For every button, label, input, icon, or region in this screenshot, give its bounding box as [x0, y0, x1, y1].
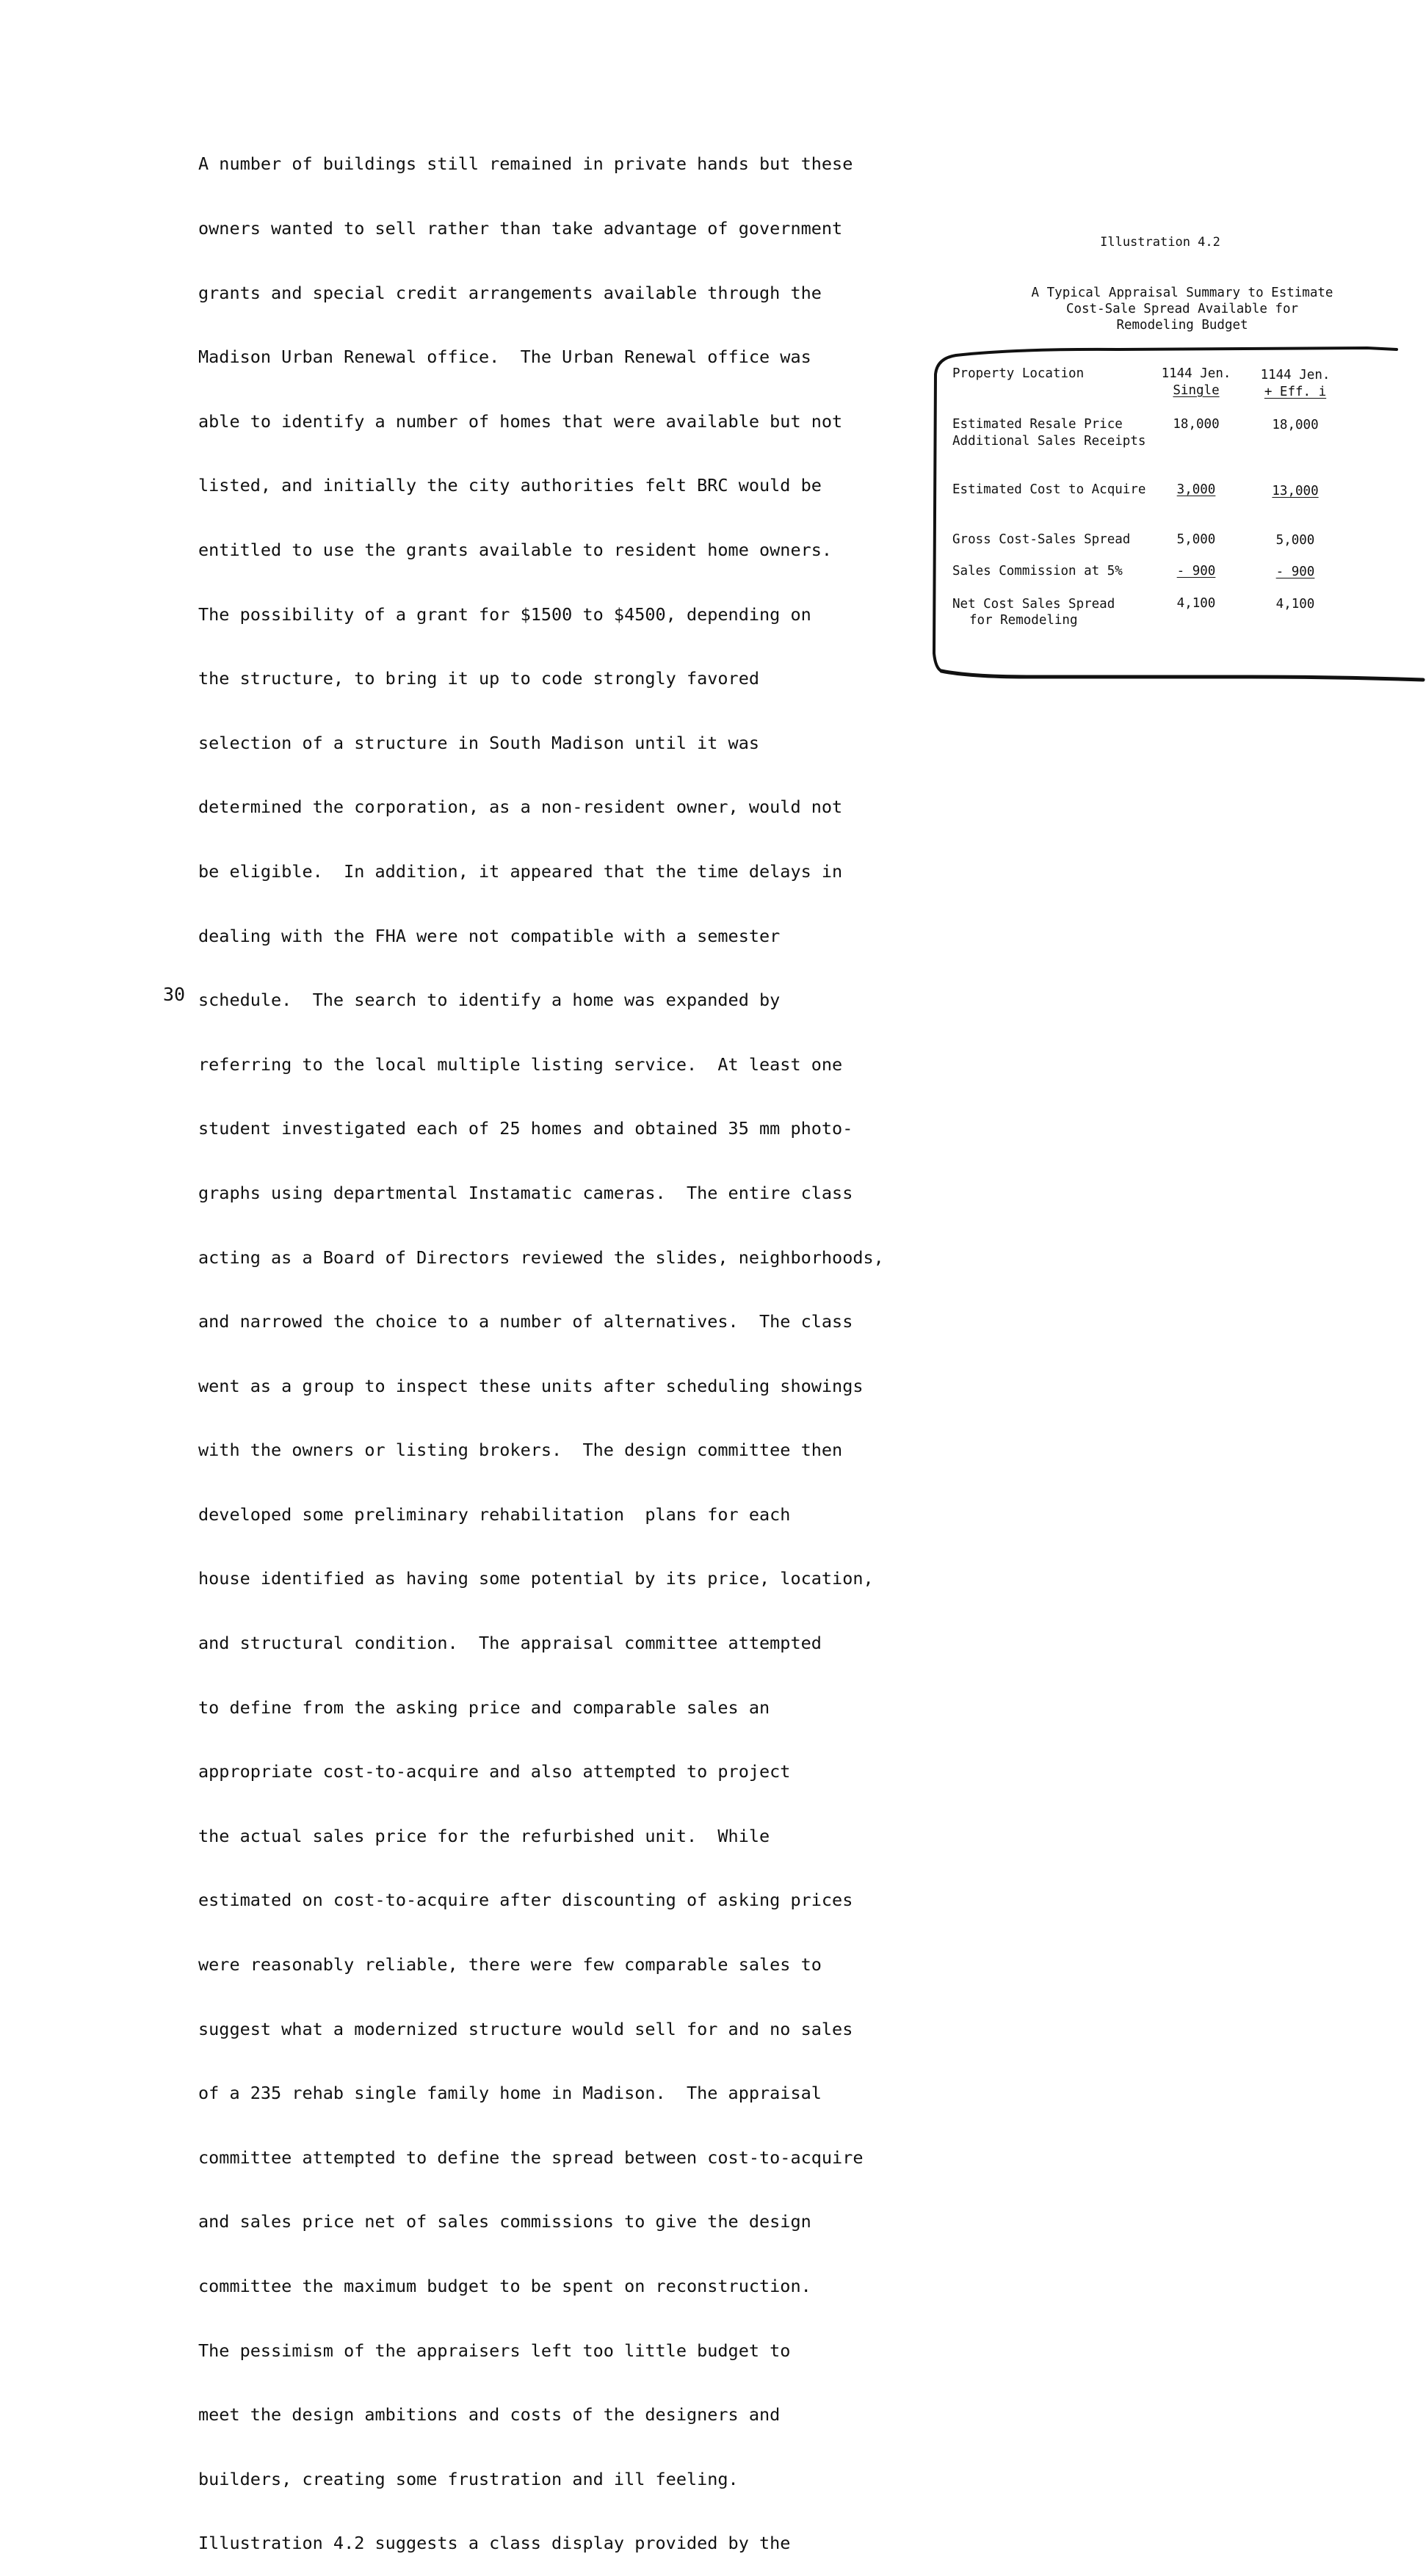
body-line: grants and special credit arrangements available through the	[198, 282, 822, 303]
caption-line: Cost-Sale Spread Available for	[1065, 302, 1299, 316]
body-line: referring to the local multiple listing service. At least one	[198, 1053, 843, 1075]
net-label-line2: for Remodeling	[969, 613, 1078, 628]
body-line: dealing with the FHA were not compatible with a semester	[198, 925, 781, 946]
body-line: acting as a Board of Directors reviewed the slides, neighborhoods,	[198, 1247, 884, 1268]
body-line: and structural condition. The appraisal committee attempted	[198, 1633, 822, 1654]
page-number: 30	[163, 984, 186, 1005]
body-line: were reasonably reliable, there were few comparable sales to	[198, 1954, 822, 1975]
additional-receipts-label: Additional Sales Receipts	[952, 434, 1146, 449]
body-line: Madison Urban Renewal office. The Urban Renewal office was	[198, 347, 811, 368]
body-line: schedule. The search to identify a home was expanded by	[198, 990, 781, 1011]
net-label: Net Cost Sales Spread	[952, 597, 1115, 612]
body-line: The pessimism of the appraisers left too little budget to	[198, 2340, 791, 2361]
gross-col1: 5,000	[1176, 532, 1216, 547]
body-line: house identified as having some potential by its price, location,	[198, 1568, 874, 1589]
body-line: listed, and initially the city authorities felt BRC would be	[198, 475, 822, 496]
body-line: student investigated each of 25 homes and obtained 35 mm photo-	[198, 1118, 853, 1139]
header-property-location: Property Location	[952, 366, 1085, 381]
body-line: able to identify a number of homes that were available but not	[198, 410, 843, 432]
body-line: selection of a structure in South Madison until it was	[198, 732, 760, 753]
resale-label: Estimated Resale Price	[952, 417, 1123, 432]
body-line: The possibility of a grant for $1500 to $4500, depending on	[198, 603, 811, 625]
body-line: meet the design ambitions and costs of the designers and	[198, 2404, 781, 2426]
body-line: committee the maximum budget to be spent on reconstruction.	[198, 2276, 811, 2296]
illustration-caption	[955, 285, 1410, 333]
body-line: determined the corporation, as a non-resident owner, would not	[198, 797, 843, 818]
body-line: be eligible. In addition, it appeared that the time delays in	[198, 860, 843, 882]
body-line: the structure, to bring it up to code strongly favored	[198, 668, 760, 689]
illustration-label: Illustration 4.2	[1100, 235, 1220, 250]
body-line: and narrowed the choice to a number of alternatives. The class	[198, 1311, 853, 1332]
body-line: estimated on cost-to-acquire after discounting of asking prices	[198, 1890, 853, 1911]
body-line: appropriate cost-to-acquire and also attempted to project	[198, 1761, 791, 1782]
caption-line: Remodeling Budget	[1116, 318, 1248, 333]
body-line: of a 235 rehab single family home in Madison. The appraisal	[198, 2083, 822, 2104]
body-line: developed some preliminary rehabilitation plans for each	[198, 1503, 791, 1525]
body-line: Illustration 4.2 suggests a class display provided by the	[198, 2533, 791, 2554]
body-line: owners wanted to sell rather than take advantage of government	[198, 218, 843, 239]
body-line: A number of buildings still remained in private hands but these	[198, 153, 853, 175]
resale-col1: 18,000	[1173, 417, 1220, 432]
net-col1: 4,100	[1176, 596, 1216, 611]
body-line: the actual sales price for the refurbished unit. While	[198, 1825, 770, 1846]
body-line: graphs using departmental Instamatic cameras. The entire class	[198, 1182, 853, 1203]
header-col2-sub: + Eff. i	[1264, 385, 1327, 399]
acquire-label: Estimated Cost to Acquire	[952, 482, 1146, 497]
body-text	[198, 111, 925, 2576]
body-line: and sales price net of sales commissions to give the design	[198, 2211, 811, 2232]
acquire-col1: 3,000	[1176, 482, 1216, 497]
commission-col1: - 900	[1176, 564, 1216, 578]
header-col2: 1144 Jen.	[1260, 368, 1331, 382]
body-line: with the owners or listing brokers. The design committee then	[198, 1440, 843, 1461]
body-line: builders, creating some frustration and ill feeling.	[198, 2468, 739, 2489]
commission-col2: - 900	[1275, 565, 1315, 579]
gross-label: Gross Cost-Sales Spread	[952, 532, 1131, 547]
body-line: entitled to use the grants available to resident home owners.	[198, 539, 833, 560]
resale-col2: 18,000	[1272, 418, 1319, 432]
caption-line: A Typical Appraisal Summary to Estimate	[1031, 286, 1333, 300]
header-col1: 1144 Jen.	[1161, 366, 1231, 381]
body-line: to define from the asking price and comparable sales an	[198, 1697, 770, 1718]
gross-col2: 5,000	[1275, 533, 1315, 548]
appraisal-summary-box	[927, 345, 1426, 690]
body-line: committee attempted to define the spread between cost-to-acquire	[198, 2147, 864, 2168]
acquire-col2: 13,000	[1272, 484, 1319, 498]
header-col1-sub: Single	[1173, 383, 1220, 398]
body-line: suggest what a modernized structure would sell for and no sales	[198, 2018, 853, 2039]
commission-label: Sales Commission at 5%	[952, 564, 1123, 578]
body-line: went as a group to inspect these units after scheduling showings	[198, 1375, 864, 1396]
net-col2: 4,100	[1275, 597, 1315, 612]
